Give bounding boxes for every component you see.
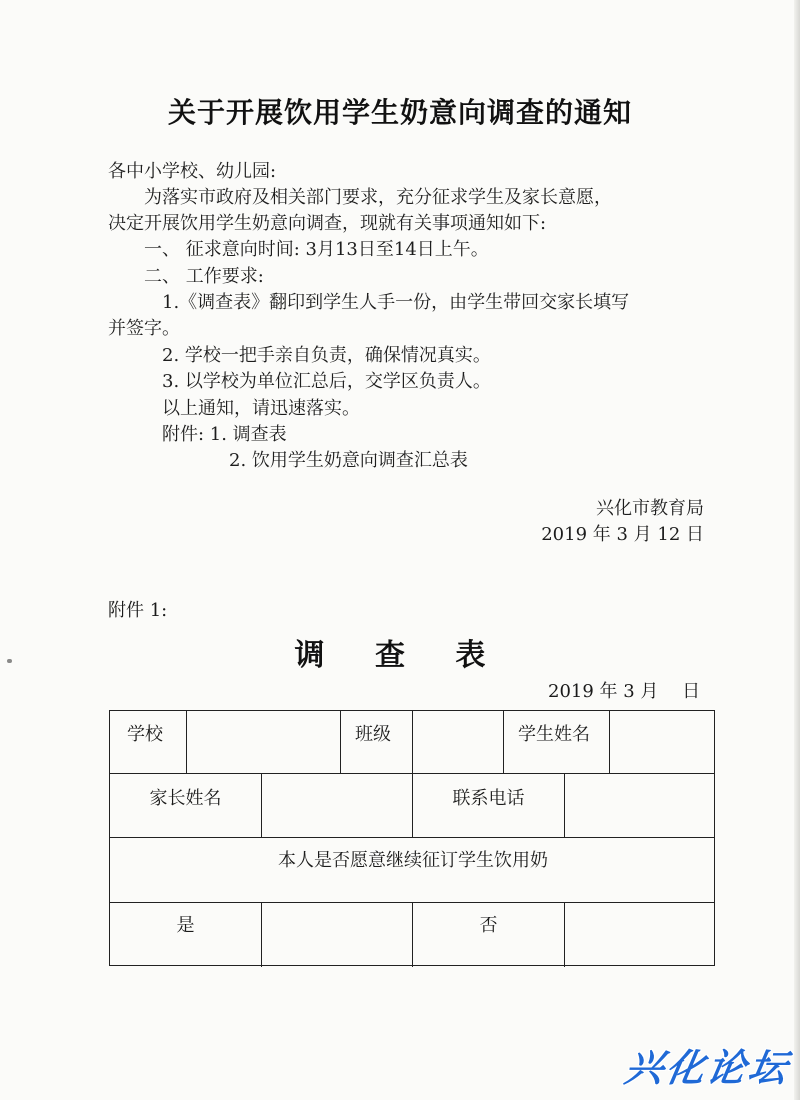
issue-date: 2019 年 3 月 12 日 [541, 524, 704, 545]
phone-label-cell [413, 774, 565, 837]
class-label-cell [341, 711, 413, 773]
yes-answer-cell[interactable] [262, 903, 413, 967]
notice-item-1: 一、 征求意向时间: 3月13日至14日上午。 [144, 239, 489, 260]
school-value-cell[interactable] [187, 711, 341, 773]
requirement-1-line-1: 1.《调查表》翻印到学生人手一份，由学生带回交家长填写 [162, 292, 630, 313]
notice-title: 关于开展饮用学生奶意向调查的通知 [167, 96, 632, 129]
notice-item-2-heading: 二、 工作要求: [144, 266, 264, 287]
school-label-cell [110, 711, 187, 773]
class-value-cell[interactable] [413, 711, 504, 773]
forum-watermark: 兴化论坛 [621, 1046, 794, 1090]
survey-date-line: 2019 年 3 月 日 [548, 681, 701, 702]
survey-table [109, 710, 715, 966]
phone-label: 联系电话 [452, 788, 525, 809]
question-cell [110, 838, 716, 902]
requirement-1-line-2: 并签字。 [108, 318, 180, 339]
parent-name-label-cell [110, 774, 262, 837]
notice-addressee: 各中小学校、幼儿园: [108, 161, 277, 182]
notice-body-line-2: 决定开展饮用学生奶意向调查，现就有关事项通知如下: [108, 213, 547, 234]
requirement-2: 2. 学校一把手亲自负责，确保情况真实。 [162, 345, 491, 366]
parent-name-value-cell[interactable] [262, 774, 413, 837]
attachments-line-2: 2. 饮用学生奶意向调查汇总表 [229, 450, 468, 471]
student-name-value-cell[interactable] [610, 711, 716, 773]
table-row [110, 903, 714, 967]
table-row [110, 711, 714, 774]
annex-label: 附件 1: [108, 600, 168, 621]
student-name-label-cell [504, 711, 610, 773]
phone-value-cell[interactable] [565, 774, 716, 837]
no-answer-cell[interactable] [565, 903, 716, 967]
parent-name-label: 家长姓名 [149, 788, 222, 809]
requirement-3: 3. 以学校为单位汇总后，交学区负责人。 [162, 371, 491, 392]
yes-label-cell [110, 903, 262, 967]
no-label: 否 [479, 915, 498, 936]
class-label: 班级 [355, 724, 391, 745]
survey-title: 调 查 表 [294, 638, 506, 673]
yes-label: 是 [176, 915, 195, 936]
no-label-cell [413, 903, 565, 967]
table-row [110, 774, 714, 838]
notice-closing: 以上通知，请迅速落实。 [162, 398, 360, 419]
issuer-name: 兴化市教育局 [596, 498, 704, 519]
school-label: 学校 [127, 724, 163, 745]
attachments-line-1: 附件: 1. 调查表 [162, 424, 287, 445]
page-edge-shadow [794, 0, 800, 1100]
table-row [110, 838, 714, 903]
milk-subscription-question: 本人是否愿意继续征订学生饮用奶 [278, 850, 548, 871]
student-name-label: 学生姓名 [518, 724, 590, 745]
notice-body-line-1: 为落实市政府及相关部门要求，充分征求学生及家长意愿， [144, 187, 612, 208]
